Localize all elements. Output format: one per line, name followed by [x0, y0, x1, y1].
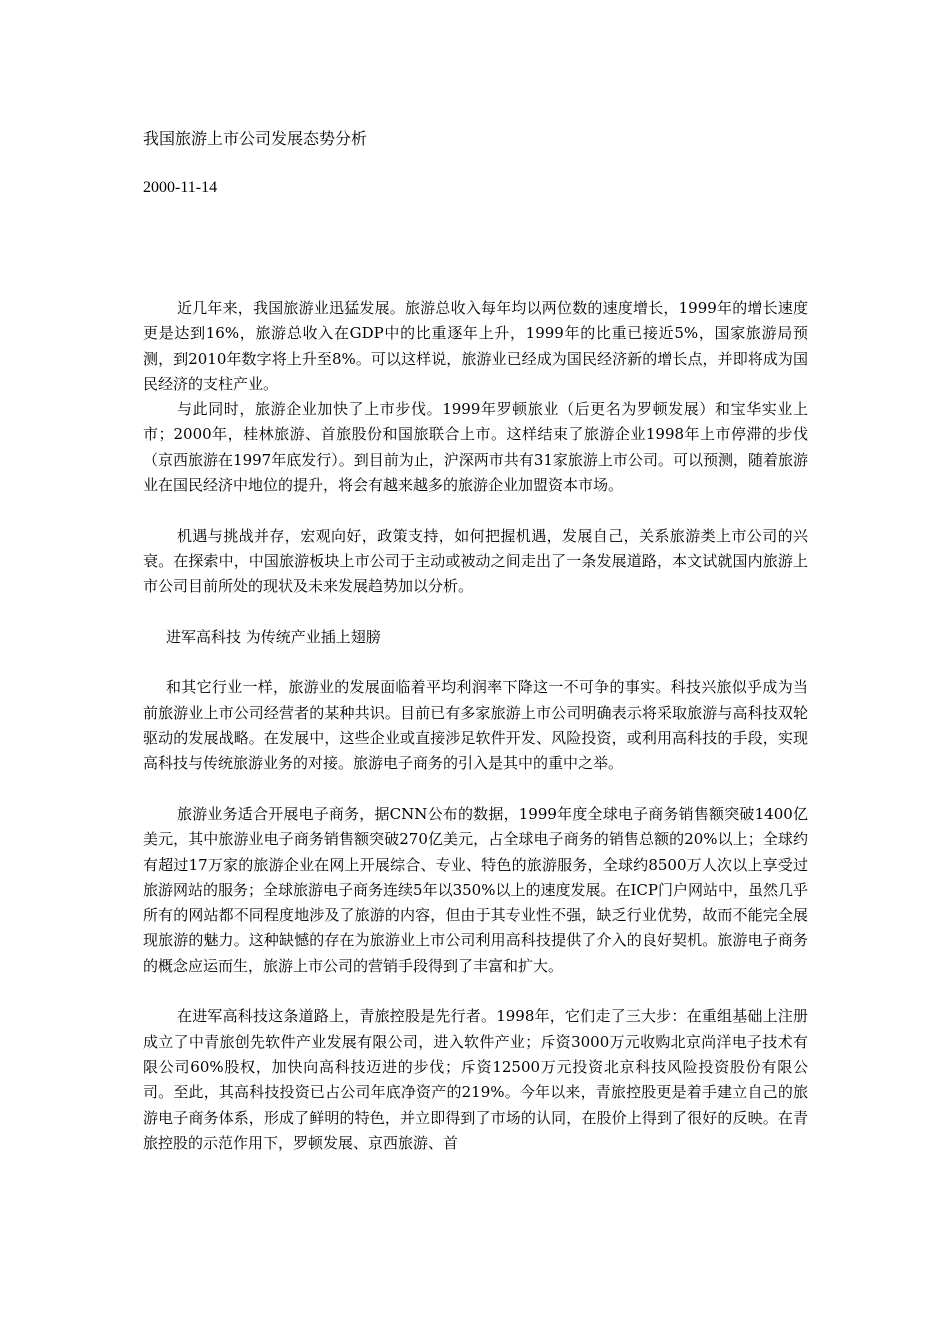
paragraph-5: 旅游业务适合开展电子商务，据CNN公布的数据，1999年度全球电子商务销售额突破1400亿美元，其中旅游业电子商务销售额突破270亿美元，占全球电子商务的销售总额的20%以上；全球约有超过17万家的旅游企业在网上开展综合、专业、特色的旅游服务，全球约8500万人次以上享受过旅游网站的服务；全球旅游电子商务连续5年以350%以上的速度发展。在ICP门户网站中，虽然几乎所有的网站都不同程度地涉及了旅游的内容，但由于其专业性不强，缺乏行业优势，故而不能完全展现旅游的魅力。这种缺憾的存在为旅游业上市公司利用高科技提供了介入的良好契机。旅游电子商务的概念应运而生，旅游上市公司的营销手段得到了丰富和扩大。	[143, 804, 808, 975]
document-title: 我国旅游上市公司发展态势分析	[143, 129, 368, 148]
document-date: 2000-11-14	[143, 179, 218, 196]
paragraph-6: 在进军高科技这条道路上，青旅控股是先行者。1998年，它们走了三大步：在重组基础上注册成立了中青旅创先软件产业发展有限公司，进入软件产业；斥资3000万元收购北京尚洋电子技术有限公司60%股权，加快向高科技迈进的步伐；斥资12500万元投资北京科技风险投资股份有限公司。至此，其高科技投资已占公司年底净资产的219%。今年以来，青旅控股更是着手建立自己的旅游电子商务体系，形成了鲜明的特色，并立即得到了市场的认同，在股价上得到了很好的反映。在青旅控股的示范作用下，罗顿发展、京西旅游、首	[143, 1007, 808, 1152]
document-body	[143, 296, 808, 1156]
paragraph-gap	[143, 600, 808, 625]
paragraph-gap	[143, 979, 808, 1004]
paragraph-1: 近几年来，我国旅游业迅猛发展。旅游总收入每年均以两位数的速度增长，1999年的增长速度更是达到16%，旅游总收入在GDP中的比重逐年上升，1999年的比重已接近5%，国家旅游局预测，到2010年数字将上升至8%。可以这样说，旅游业已经成为国民经济新的增长点，并即将成为国民经济的支柱产业。	[143, 299, 808, 393]
section-heading: 进军高科技 为传统产业插上翅膀	[166, 627, 381, 646]
paragraph-gap	[143, 498, 808, 523]
paragraph-gap	[143, 777, 808, 802]
paragraph-gap	[143, 650, 808, 675]
paragraph-2: 与此同时，旅游企业加快了上市步伐。1999年罗顿旅业（后更名为罗顿发展）和宝华实业上市；2000年，桂林旅游、首旅股份和国旅联合上市。这样结束了旅游企业1998年上市停滞的步伐（京西旅游在1997年底发行）。到目前为止，沪深两市共有31家旅游上市公司。可以预测，随着旅游业在国民经济中地位的提升，将会有越来越多的旅游企业加盟资本市场。	[143, 400, 808, 495]
paragraph-4: 和其它行业一样，旅游业的发展面临着平均利润率下降这一不可争的事实。科技兴旅似乎成为当前旅游业上市公司经营者的某种共识。目前已有多家旅游上市公司明确表示将采取旅游与高科技双轮驱动的发展战略。在发展中，这些企业或直接涉足软件开发、风险投资，或利用高科技的手段，实现高科技与传统旅游业务的对接。旅游电子商务的引入是其中的重中之举。	[143, 678, 808, 773]
paragraph-3: 机遇与挑战并存，宏观向好，政策支持，如何把握机遇，发展自己，关系旅游类上市公司的兴衰。在探索中，中国旅游板块上市公司于主动或被动之间走出了一条发展道路，本文试就国内旅游上市公司目前所处的现状及未来发展趋势加以分析。	[143, 526, 808, 596]
